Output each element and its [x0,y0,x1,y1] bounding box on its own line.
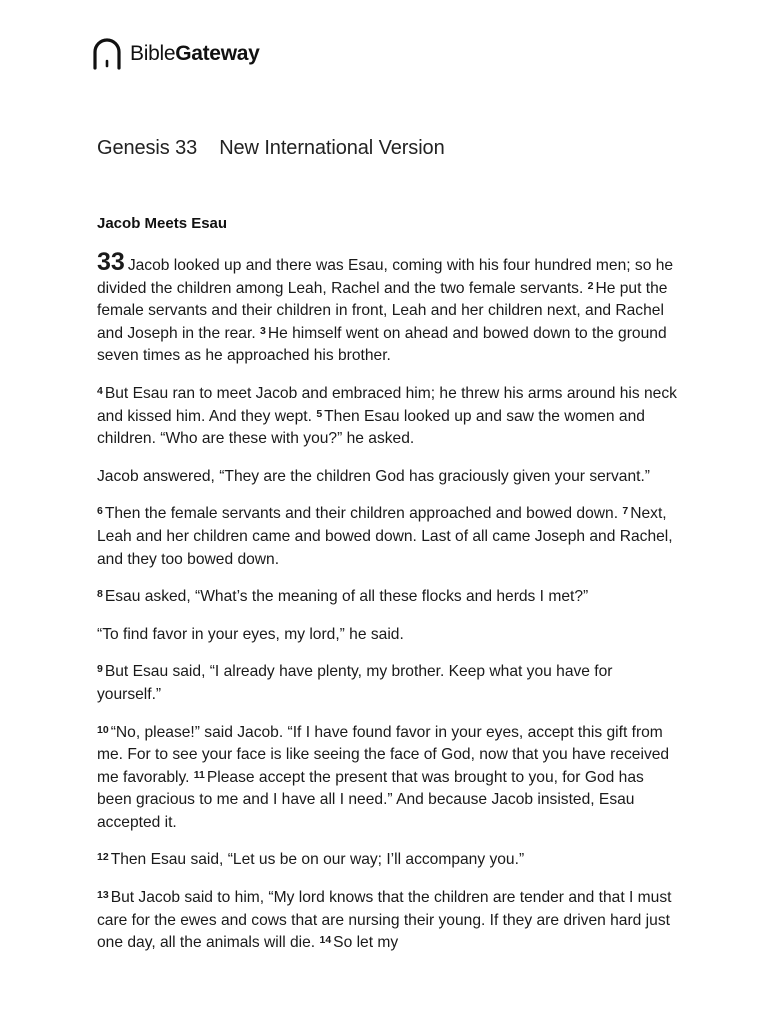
passage-paragraph [97,586,677,609]
passage-paragraph [97,383,677,451]
verse-text: So let my [333,934,399,952]
verse-text: Then Esau looked up and saw the women and children. “Who are these with you?” he asked. [97,407,645,448]
verse-number: 13 [97,889,109,902]
verse-text: But Esau ran to meet Jacob and embraced him; he threw his arms around his neck and kissed him. And they wept. [97,384,677,425]
passage-title [97,137,445,160]
verse-number: 7 [622,505,629,518]
verse-text: “To find favor in your eyes, my lord,” he said. [97,625,404,643]
verse-number: 11 [193,768,205,781]
verse-text: He put the female servants and their children in front, Leah and her children next, and Rachel and Joseph in the rear. [97,279,668,342]
verse-text: Then the female servants and their children approached and bowed down. [104,505,623,523]
passage-paragraph [97,503,677,571]
verse-text: He himself went on ahead and bowed down to the ground seven times as he approached his brother. [97,324,667,365]
gateway-arch-icon [93,38,123,70]
verse-number: 3 [259,324,266,337]
verse-number: 9 [97,663,103,676]
verse-text: “No, please!” said Jacob. “If I have found favor in your eyes, accept this gift from me. For to see your face is like seeing the face of God, now that you have received me favorably. [97,723,670,786]
verse-text: But Esau said, “I already have plenty, my brother. Keep what you have for yourself.” [97,663,613,703]
passage-paragraph [97,849,677,872]
passage-paragraph [97,887,677,955]
passage-paragraph [97,248,677,368]
verse-number: 10 [97,723,109,736]
passage-reference: Genesis 33 [97,137,198,159]
passage-paragraph [97,624,677,647]
verse-number: 8 [97,588,103,601]
verse-number: 5 [316,407,323,420]
verse-text: Jacob answered, “They are the children God has graciously given your servant.” [97,467,650,485]
logo-word-bold: Gateway [175,42,260,65]
verse-text: But Jacob said to him, “My lord knows that the children are tender and that I must care for the ewes and cows that are nursing their young. If they are driven hard just one day, all the animals will die. [97,889,672,952]
chapter-number: 33 [97,248,125,276]
verse-number: 2 [587,279,594,292]
section-heading: Jacob Meets Esau [97,215,228,232]
bible-gateway-logo[interactable] [93,38,259,70]
verse-text: Please accept the present that was brought to you, for God has been gracious to me and I have all I need.” And because Jacob insisted, Esau accepted it. [97,768,644,831]
passage-paragraph [97,722,677,835]
passage-body [97,248,677,970]
verse-number: 6 [97,505,103,518]
passage-paragraph [97,661,677,706]
verse-number: 14 [319,934,332,947]
verse-number: 12 [97,851,109,864]
logo-wordmark [130,42,259,66]
verse-text: Then Esau said, “Let us be on our way; I’ll accompany you.” [110,851,525,869]
passage-version: New International Version [219,137,445,159]
logo-word-regular: Bible [130,42,176,65]
passage-paragraph [97,466,677,489]
verse-text: Next, Leah and her children came and bowed down. Last of all came Joseph and Rachel, and they too bowed down. [97,505,673,568]
verse-number: 4 [97,384,103,397]
verse-text: Esau asked, “What’s the meaning of all these flocks and herds I met?” [104,588,589,606]
verse-text: Jacob looked up and there was Esau, coming with his four hundred men; so he divided the children among Leah, Rachel and the two female servants. [97,257,674,297]
